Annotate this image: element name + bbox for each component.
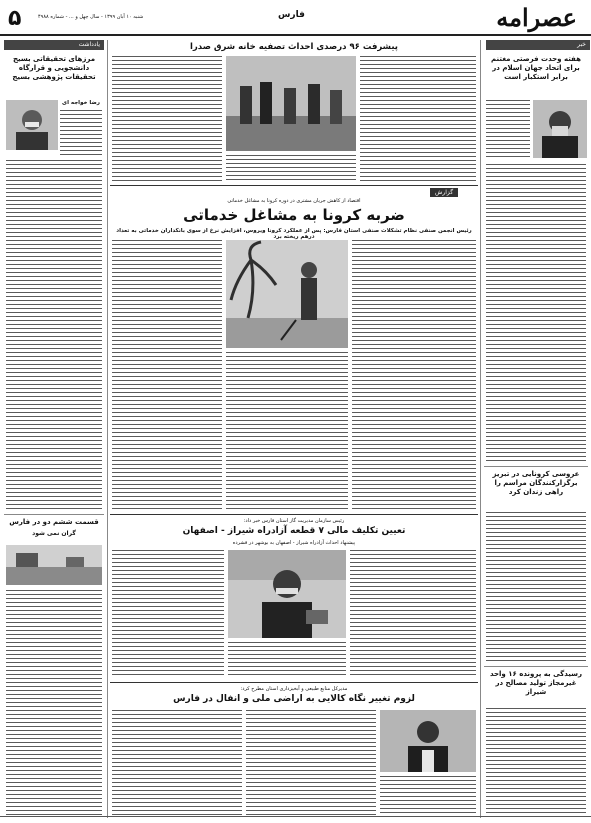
left-headline-2: قسمت ششم دو در فارس xyxy=(9,518,99,526)
cleaning-worker-photo xyxy=(226,240,348,348)
column-divider xyxy=(480,40,481,818)
top-story-headline: پیشرفت ۹۶ درصدی احداث تصفیه خانه شرق صدرا xyxy=(190,42,398,52)
construction-photo xyxy=(226,56,356,151)
main-story-subhead: رئیس انجمن صنفی نظام تشکلات صنفی استان فارس: پس از عملکرد کرونا ویروس، افزایش نرخ از سوی بانکداران خدماتی به تعداد درهم ریخته برد xyxy=(116,228,472,240)
main-story-text xyxy=(112,240,222,510)
third-story-text xyxy=(380,776,476,818)
report-tag: گزارش xyxy=(430,188,458,197)
right-text-block xyxy=(486,164,586,464)
section-divider xyxy=(110,185,478,186)
date-line: شنبه ۱۰ آبان ۱۳۹۹ - سال چهل و ... - شماره ۴۹۸۸ xyxy=(38,14,144,20)
right-column-header: خبر xyxy=(486,40,590,50)
author-photo xyxy=(6,100,58,150)
section-divider xyxy=(4,514,104,515)
page-number: ۵ xyxy=(8,6,22,31)
official-photo xyxy=(533,100,587,158)
page-footer xyxy=(0,816,591,823)
newspaper-logo: عصرامه xyxy=(496,3,577,32)
right-text-block xyxy=(486,708,586,818)
right-headline-1: هفته وحدت فرصتی مغتنم برای اتحاد جهان اسلام در برابر استکبار است xyxy=(491,55,581,81)
left-text-block xyxy=(6,590,102,818)
left-author-name: رضا خواجه ای xyxy=(62,100,100,106)
second-story-text xyxy=(112,550,224,678)
top-story-text xyxy=(226,155,356,181)
manager-photo xyxy=(380,710,476,772)
masthead xyxy=(0,0,591,36)
third-story-text xyxy=(112,710,242,818)
section-divider xyxy=(110,514,478,515)
section-divider xyxy=(110,682,478,683)
left-text-block xyxy=(6,160,102,510)
right-text-block xyxy=(486,100,530,158)
third-story-text xyxy=(246,710,376,818)
left-subtitle-2: گران نمی شود xyxy=(32,530,76,537)
second-story-kicker: رئیس سازمان مدیریت گاز استان فارس خبر داد: xyxy=(243,518,345,524)
second-story-subhead: پیشنهاد احداث آزادراه شیراز - اصفهان به بوشهر در فشرده xyxy=(232,540,356,546)
right-text-block xyxy=(486,512,586,662)
section-divider xyxy=(484,666,588,667)
left-column-header: یادداشت xyxy=(4,40,104,50)
main-story-text xyxy=(352,240,476,510)
main-story-kicker: اقتصاد از کاهش جریان مشتری در دوره کرونا به مشاغل خدماتی xyxy=(227,198,361,204)
left-headline-1: مرزهای تحقیقاتی بسیج دانشجویی و قرارگاه تحقیقات پژوهشی بسیج xyxy=(12,55,96,81)
top-story-text xyxy=(112,56,222,181)
road-photo xyxy=(6,545,102,585)
section-divider xyxy=(484,466,588,467)
third-story-headline: لزوم تغییر نگاه کالایی به اراضی ملی و انفال در فارس xyxy=(173,694,415,704)
right-headline-3: رسیدگی به پرونده ۱۶ واحد غیرمجاز تولید مصالح در شیراز xyxy=(489,670,583,696)
second-story-text xyxy=(350,550,476,678)
right-headline-2: عروسی کرونایی در تبریز برگزارکنندگان مراسم را راهی زندان کرد xyxy=(492,470,580,496)
official-speaking-photo xyxy=(228,550,346,638)
main-story-text xyxy=(226,352,348,510)
main-story-headline: ضربه کرونا به مشاغل خدماتی xyxy=(183,206,405,224)
section-title: فارس xyxy=(278,10,305,20)
left-text-block xyxy=(60,110,102,155)
second-story-headline: تعیین تکلیف مالی ۷ قطعه آزادراه شیراز - اصفهان xyxy=(182,526,406,536)
third-story-kicker: مدیرکل منابع طبیعی و آبخیزداری استان مطرح کرد: xyxy=(240,686,348,692)
column-divider xyxy=(107,40,108,818)
top-story-text xyxy=(360,56,476,181)
second-story-text xyxy=(228,642,346,678)
